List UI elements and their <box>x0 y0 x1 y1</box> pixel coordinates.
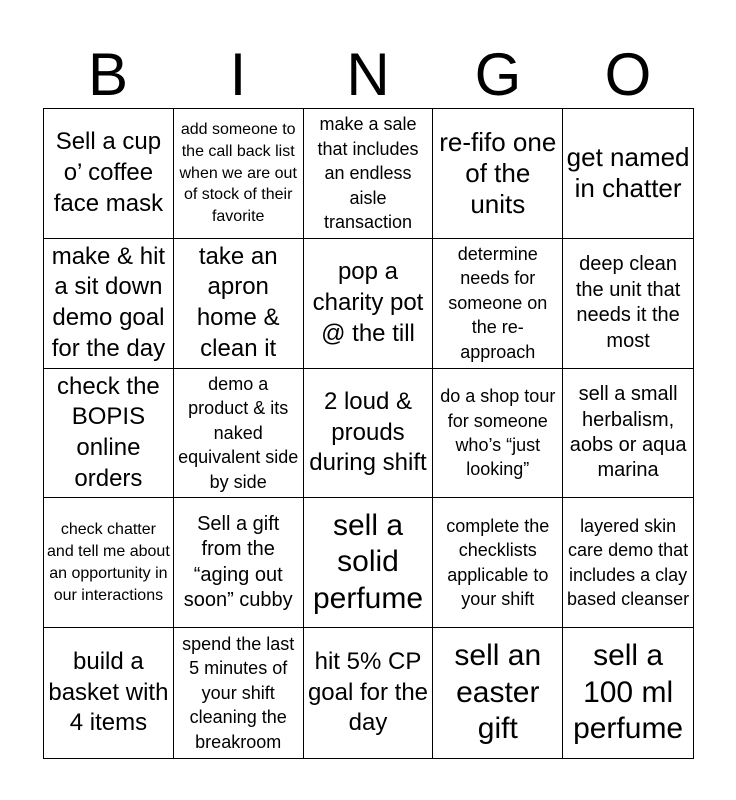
bingo-cell[interactable] <box>44 239 174 369</box>
bingo-cell-text: determine needs for someone on the re-approach <box>448 244 548 362</box>
bingo-cell-text: sell a solid perfume <box>312 508 424 616</box>
bingo-cell[interactable] <box>44 628 174 758</box>
bingo-cell-text: do a shop tour for someone who’s “just looking” <box>440 386 556 480</box>
bingo-cell[interactable] <box>563 369 693 499</box>
header-letter-o: O <box>604 41 652 108</box>
header-letter-g: G <box>474 41 522 108</box>
bingo-cell-text: build a basket with 4 items <box>48 648 169 737</box>
bingo-cell-text: pop a charity pot @ the till <box>312 258 424 347</box>
bingo-cell-text: check the BOPIS online orders <box>57 372 160 492</box>
bingo-cell[interactable] <box>433 498 563 628</box>
bingo-cell[interactable] <box>44 369 174 499</box>
bingo-cell[interactable] <box>304 109 434 239</box>
bingo-cell[interactable] <box>433 628 563 758</box>
bingo-cell[interactable] <box>174 628 304 758</box>
header-letter-i: I <box>229 41 247 108</box>
bingo-cell[interactable] <box>304 628 434 758</box>
bingo-cell-text: Sell a cup o’ coffee face mask <box>53 128 164 217</box>
bingo-cell[interactable] <box>304 369 434 499</box>
bingo-cell-text: take an apron home & clean it <box>196 242 280 362</box>
bingo-cell[interactable] <box>563 628 693 758</box>
bingo-cell[interactable] <box>433 369 563 499</box>
bingo-cell-text: 2 loud & prouds during shift <box>309 387 427 477</box>
bingo-cell[interactable] <box>174 239 304 369</box>
bingo-cell[interactable] <box>174 498 304 628</box>
bingo-header <box>43 41 693 108</box>
bingo-cell-text: make & hit a sit down demo goal for the day <box>51 242 166 362</box>
bingo-cell[interactable] <box>304 498 434 628</box>
bingo-cell-text: complete the checklists applicable to your shift <box>446 515 550 610</box>
bingo-cell-text: deep clean the unit that needs it the most <box>575 253 681 352</box>
bingo-cell-text: make a sale that includes an endless aisle transaction <box>317 114 419 233</box>
header-letter-b: B <box>87 41 129 108</box>
bingo-cell-text: add someone to the call back list when we are out of stock of their favorite <box>179 121 297 226</box>
bingo-cell[interactable] <box>433 239 563 369</box>
bingo-cell[interactable] <box>433 109 563 239</box>
bingo-cell-text: spend the last 5 minutes of your shift cleaning the breakroom <box>182 633 295 752</box>
bingo-cell-text: sell an easter gift <box>454 639 542 746</box>
bingo-cell-text: demo a product & its naked equivalent side by side <box>178 373 299 492</box>
bingo-cell-text: re-fifo one of the units <box>439 126 557 219</box>
bingo-cell[interactable] <box>563 498 693 628</box>
bingo-cell[interactable] <box>304 239 434 369</box>
bingo-cell[interactable] <box>174 369 304 499</box>
bingo-cell-text: get named in chatter <box>566 142 690 204</box>
bingo-cell[interactable] <box>44 498 174 628</box>
bingo-cell-text: sell a 100 ml perfume <box>573 639 684 746</box>
bingo-cell[interactable] <box>174 109 304 239</box>
bingo-cell[interactable] <box>563 109 693 239</box>
bingo-card-grid <box>43 108 694 759</box>
bingo-cell[interactable] <box>563 239 693 369</box>
bingo-cell[interactable] <box>44 109 174 239</box>
bingo-cell-text: sell a small herbalism, aobs or aqua marina <box>569 383 687 482</box>
bingo-cell-text: check chatter and tell me about an opportunity in our interactions <box>47 521 170 604</box>
bingo-cell-text: hit 5% CP goal for the day <box>307 648 429 737</box>
bingo-cell-text: Sell a gift from the “aging out soon” cubby <box>183 513 293 612</box>
header-letter-n: N <box>346 41 390 108</box>
bingo-cell-text: layered skin care demo that includes a clay based cleanser <box>567 515 690 610</box>
